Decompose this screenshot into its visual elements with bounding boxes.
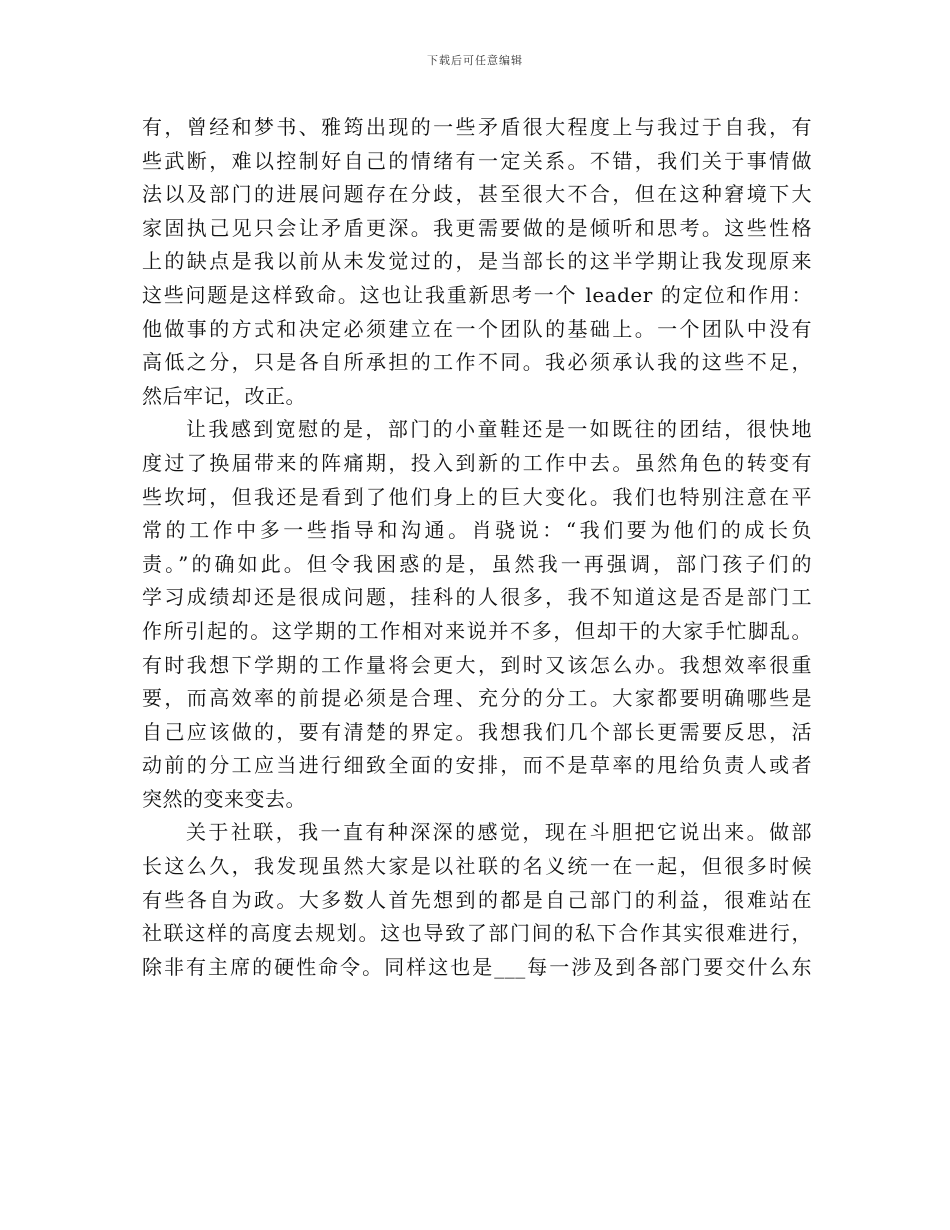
- text-line: 突然的变来变去。: [142, 786, 306, 811]
- text-line: 有时我想下学期的工作量将会更大，到时又该怎么办。我想效率很重: [142, 652, 812, 677]
- text-line: 长这么久，我发现虽然大家是以社联的名义统一在一起，但很多时候: [142, 854, 812, 879]
- text-line: 有些各自为政。大多数人首先想到的都是自己部门的利益，很难站在: [142, 887, 812, 912]
- text-line: 要，而高效率的前提必须是合理、充分的分工。大家都要明确哪些是: [142, 686, 812, 711]
- text-line: 度过了换届带来的阵痛期，投入到新的工作中去。虽然角色的转变有: [142, 450, 812, 475]
- text-line: 高低之分，只是各自所承担的工作不同。我必须承认我的这些不足，: [142, 350, 812, 375]
- paragraph-first-line: 关于社联，我一直有种深深的感觉，现在斗胆把它说出来。做部: [186, 820, 812, 845]
- text-line: 法以及部门的进展问题存在分歧，甚至很大不合，但在这种窘境下大: [142, 182, 812, 207]
- text-line: 作所引起的。这学期的工作相对来说并不多，但却干的大家手忙脚乱。: [142, 618, 812, 643]
- text-line: 除非有主席的硬性命令。同样这也是___每一涉及到各部门要交什么东: [142, 954, 812, 979]
- paragraph-first-line: 让我感到宽慰的是，部门的小童鞋还是一如既往的团结，很快地: [186, 417, 812, 442]
- text-line: 社联这样的高度去规划。这也导致了部门间的私下合作其实很难进行，: [142, 921, 812, 946]
- text-line: 常的工作中多一些指导和沟通。肖骁说：“我们要为他们的成长负: [142, 518, 812, 543]
- text-line: 家固执己见只会让矛盾更深。我更需要做的是倾听和思考。这些性格: [142, 215, 812, 240]
- text-line: 他做事的方式和决定必须建立在一个团队的基础上。一个团队中没有: [142, 316, 812, 341]
- text-line: 然后牢记，改正。: [142, 383, 306, 408]
- text-line: 动前的分工应当进行细致全面的安排，而不是草率的甩给负责人或者: [142, 753, 812, 778]
- text-line: 上的缺点是我以前从未发觉过的，是当部长的这半学期让我发现原来: [142, 249, 812, 274]
- text-line: 些武断，难以控制好自己的情绪有一定关系。不错，我们关于事情做: [142, 148, 812, 173]
- text-line: 责。”的确如此。但令我困惑的是，虽然我一再强调，部门孩子们的: [142, 551, 812, 576]
- text-line: 这些问题是这样致命。这也让我重新思考一个 leader 的定位和作用：: [142, 282, 812, 307]
- page-header: 下载后可任意编辑: [427, 54, 523, 67]
- text-line: 自己应该做的，要有清楚的界定。我想我们几个部长更需要反思，活: [142, 719, 812, 744]
- text-line: 些坎坷，但我还是看到了他们身上的巨大变化。我们也特别注意在平: [142, 484, 812, 509]
- text-line: 学习成绩却还是很成问题，挂科的人很多，我不知道这是否是部门工: [142, 585, 812, 610]
- document-body: [142, 111, 812, 984]
- text-line: 有，曾经和梦书、雅筠出现的一些矛盾很大程度上与我过于自我，有: [142, 115, 812, 139]
